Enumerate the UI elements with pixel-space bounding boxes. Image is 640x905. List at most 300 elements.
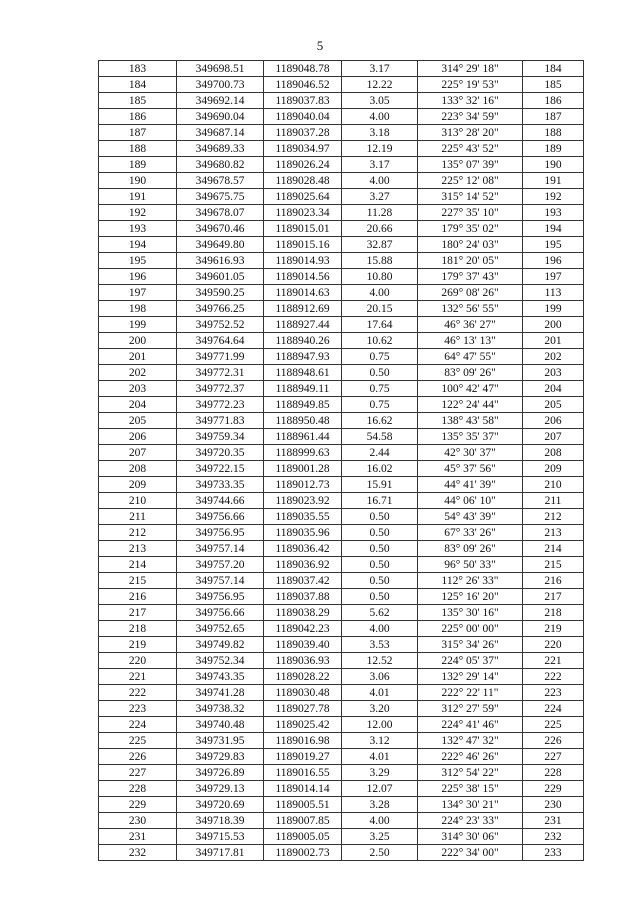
cell-distance: 15.91 bbox=[342, 477, 418, 493]
cell-point-number: 197 bbox=[99, 285, 177, 301]
cell-bearing: 45° 37' 56" bbox=[418, 461, 523, 477]
cell-bearing: 83° 09' 26" bbox=[418, 365, 523, 381]
cell-y-coordinate: 1189007.85 bbox=[264, 813, 342, 829]
table-row bbox=[99, 845, 584, 861]
cell-bearing: 100° 42' 47" bbox=[418, 381, 523, 397]
cell-bearing: 179° 35' 02" bbox=[418, 221, 523, 237]
cell-point-number: 208 bbox=[99, 461, 177, 477]
cell-bearing: 224° 05' 37" bbox=[418, 653, 523, 669]
cell-distance: 15.88 bbox=[342, 253, 418, 269]
coordinates-table bbox=[98, 60, 584, 861]
cell-distance: 0.75 bbox=[342, 397, 418, 413]
cell-distance: 3.28 bbox=[342, 797, 418, 813]
cell-distance: 4.01 bbox=[342, 749, 418, 765]
cell-bearing: 269° 08' 26" bbox=[418, 285, 523, 301]
cell-point-number: 188 bbox=[99, 141, 177, 157]
table-row bbox=[99, 381, 584, 397]
cell-y-coordinate: 1188950.48 bbox=[264, 413, 342, 429]
cell-next-point-number: 208 bbox=[523, 445, 584, 461]
cell-y-coordinate: 1189037.88 bbox=[264, 589, 342, 605]
table-row bbox=[99, 157, 584, 173]
cell-y-coordinate: 1189028.48 bbox=[264, 173, 342, 189]
cell-next-point-number: 204 bbox=[523, 381, 584, 397]
cell-distance: 4.00 bbox=[342, 109, 418, 125]
cell-x-coordinate: 349771.99 bbox=[177, 349, 264, 365]
table-row bbox=[99, 573, 584, 589]
cell-bearing: 181° 20' 05" bbox=[418, 253, 523, 269]
cell-y-coordinate: 1189016.98 bbox=[264, 733, 342, 749]
cell-next-point-number: 200 bbox=[523, 317, 584, 333]
cell-next-point-number: 192 bbox=[523, 189, 584, 205]
cell-x-coordinate: 349749.82 bbox=[177, 637, 264, 653]
cell-point-number: 232 bbox=[99, 845, 177, 861]
cell-next-point-number: 229 bbox=[523, 781, 584, 797]
cell-point-number: 202 bbox=[99, 365, 177, 381]
cell-x-coordinate: 349729.83 bbox=[177, 749, 264, 765]
cell-bearing: 314° 29' 18" bbox=[418, 61, 523, 77]
cell-distance: 17.64 bbox=[342, 317, 418, 333]
cell-distance: 12.07 bbox=[342, 781, 418, 797]
cell-next-point-number: 231 bbox=[523, 813, 584, 829]
cell-next-point-number: 216 bbox=[523, 573, 584, 589]
cell-bearing: 67° 33' 26" bbox=[418, 525, 523, 541]
cell-point-number: 218 bbox=[99, 621, 177, 637]
table-row bbox=[99, 269, 584, 285]
cell-point-number: 225 bbox=[99, 733, 177, 749]
cell-x-coordinate: 349741.28 bbox=[177, 685, 264, 701]
cell-y-coordinate: 1189012.73 bbox=[264, 477, 342, 493]
cell-x-coordinate: 349687.14 bbox=[177, 125, 264, 141]
cell-bearing: 222° 22' 11" bbox=[418, 685, 523, 701]
cell-next-point-number: 225 bbox=[523, 717, 584, 733]
cell-point-number: 210 bbox=[99, 493, 177, 509]
table-row bbox=[99, 349, 584, 365]
table-row bbox=[99, 525, 584, 541]
cell-x-coordinate: 349670.46 bbox=[177, 221, 264, 237]
cell-x-coordinate: 349752.52 bbox=[177, 317, 264, 333]
cell-bearing: 125° 16' 20" bbox=[418, 589, 523, 605]
cell-bearing: 225° 43' 52" bbox=[418, 141, 523, 157]
cell-point-number: 224 bbox=[99, 717, 177, 733]
cell-point-number: 194 bbox=[99, 237, 177, 253]
table-row bbox=[99, 141, 584, 157]
cell-y-coordinate: 1189023.92 bbox=[264, 493, 342, 509]
cell-y-coordinate: 1189015.16 bbox=[264, 237, 342, 253]
cell-distance: 2.50 bbox=[342, 845, 418, 861]
cell-distance: 10.80 bbox=[342, 269, 418, 285]
table-row bbox=[99, 365, 584, 381]
cell-distance: 0.50 bbox=[342, 589, 418, 605]
cell-next-point-number: 188 bbox=[523, 125, 584, 141]
cell-distance: 11.28 bbox=[342, 205, 418, 221]
cell-x-coordinate: 349698.51 bbox=[177, 61, 264, 77]
cell-distance: 0.50 bbox=[342, 525, 418, 541]
cell-next-point-number: 196 bbox=[523, 253, 584, 269]
cell-point-number: 221 bbox=[99, 669, 177, 685]
cell-bearing: 135° 30' 16" bbox=[418, 605, 523, 621]
cell-bearing: 44° 41' 39" bbox=[418, 477, 523, 493]
cell-x-coordinate: 349601.05 bbox=[177, 269, 264, 285]
cell-bearing: 225° 12' 08" bbox=[418, 173, 523, 189]
cell-next-point-number: 187 bbox=[523, 109, 584, 125]
cell-next-point-number: 184 bbox=[523, 61, 584, 77]
cell-distance: 3.17 bbox=[342, 61, 418, 77]
cell-x-coordinate: 349700.73 bbox=[177, 77, 264, 93]
cell-next-point-number: 195 bbox=[523, 237, 584, 253]
table-row bbox=[99, 173, 584, 189]
table-row bbox=[99, 685, 584, 701]
cell-next-point-number: 205 bbox=[523, 397, 584, 413]
cell-y-coordinate: 1189016.55 bbox=[264, 765, 342, 781]
cell-distance: 12.00 bbox=[342, 717, 418, 733]
cell-y-coordinate: 1189025.64 bbox=[264, 189, 342, 205]
cell-y-coordinate: 1189037.42 bbox=[264, 573, 342, 589]
table-row bbox=[99, 109, 584, 125]
cell-x-coordinate: 349616.93 bbox=[177, 253, 264, 269]
cell-x-coordinate: 349689.33 bbox=[177, 141, 264, 157]
cell-distance: 4.01 bbox=[342, 685, 418, 701]
cell-point-number: 190 bbox=[99, 173, 177, 189]
cell-x-coordinate: 349718.39 bbox=[177, 813, 264, 829]
cell-bearing: 312° 27' 59" bbox=[418, 701, 523, 717]
cell-y-coordinate: 1189035.55 bbox=[264, 509, 342, 525]
cell-bearing: 96° 50' 33" bbox=[418, 557, 523, 573]
cell-next-point-number: 193 bbox=[523, 205, 584, 221]
cell-x-coordinate: 349757.14 bbox=[177, 573, 264, 589]
cell-next-point-number: 220 bbox=[523, 637, 584, 653]
cell-bearing: 132° 56' 55" bbox=[418, 301, 523, 317]
cell-y-coordinate: 1189001.28 bbox=[264, 461, 342, 477]
cell-distance: 3.27 bbox=[342, 189, 418, 205]
table-row bbox=[99, 477, 584, 493]
table-row bbox=[99, 205, 584, 221]
cell-x-coordinate: 349690.04 bbox=[177, 109, 264, 125]
cell-distance: 0.50 bbox=[342, 557, 418, 573]
cell-next-point-number: 228 bbox=[523, 765, 584, 781]
cell-distance: 0.50 bbox=[342, 365, 418, 381]
cell-point-number: 230 bbox=[99, 813, 177, 829]
cell-distance: 4.00 bbox=[342, 285, 418, 301]
cell-bearing: 227° 35' 10" bbox=[418, 205, 523, 221]
cell-x-coordinate: 349733.35 bbox=[177, 477, 264, 493]
cell-x-coordinate: 349715.53 bbox=[177, 829, 264, 845]
cell-bearing: 222° 34' 00" bbox=[418, 845, 523, 861]
table-row bbox=[99, 413, 584, 429]
cell-y-coordinate: 1189042.23 bbox=[264, 621, 342, 637]
cell-distance: 3.06 bbox=[342, 669, 418, 685]
cell-point-number: 212 bbox=[99, 525, 177, 541]
cell-x-coordinate: 349726.89 bbox=[177, 765, 264, 781]
cell-next-point-number: 232 bbox=[523, 829, 584, 845]
cell-next-point-number: 224 bbox=[523, 701, 584, 717]
cell-bearing: 122° 24' 44" bbox=[418, 397, 523, 413]
cell-x-coordinate: 349756.95 bbox=[177, 589, 264, 605]
cell-next-point-number: 185 bbox=[523, 77, 584, 93]
cell-y-coordinate: 1189014.63 bbox=[264, 285, 342, 301]
cell-distance: 2.44 bbox=[342, 445, 418, 461]
cell-distance: 20.66 bbox=[342, 221, 418, 237]
cell-bearing: 132° 47' 32" bbox=[418, 733, 523, 749]
cell-point-number: 191 bbox=[99, 189, 177, 205]
cell-distance: 0.75 bbox=[342, 349, 418, 365]
cell-y-coordinate: 1189028.22 bbox=[264, 669, 342, 685]
cell-x-coordinate: 349771.83 bbox=[177, 413, 264, 429]
cell-next-point-number: 206 bbox=[523, 413, 584, 429]
cell-y-coordinate: 1188947.93 bbox=[264, 349, 342, 365]
cell-x-coordinate: 349740.48 bbox=[177, 717, 264, 733]
cell-y-coordinate: 1189025.42 bbox=[264, 717, 342, 733]
table-row bbox=[99, 813, 584, 829]
cell-point-number: 204 bbox=[99, 397, 177, 413]
cell-x-coordinate: 349744.66 bbox=[177, 493, 264, 509]
cell-next-point-number: 197 bbox=[523, 269, 584, 285]
cell-x-coordinate: 349766.25 bbox=[177, 301, 264, 317]
table-row bbox=[99, 285, 584, 301]
cell-y-coordinate: 1189040.04 bbox=[264, 109, 342, 125]
table-row bbox=[99, 717, 584, 733]
cell-x-coordinate: 349752.34 bbox=[177, 653, 264, 669]
cell-distance: 0.50 bbox=[342, 573, 418, 589]
cell-x-coordinate: 349678.57 bbox=[177, 173, 264, 189]
cell-x-coordinate: 349752.65 bbox=[177, 621, 264, 637]
cell-bearing: 83° 09' 26" bbox=[418, 541, 523, 557]
table-row bbox=[99, 93, 584, 109]
table-row bbox=[99, 461, 584, 477]
cell-bearing: 315° 34' 26" bbox=[418, 637, 523, 653]
cell-point-number: 209 bbox=[99, 477, 177, 493]
cell-point-number: 198 bbox=[99, 301, 177, 317]
cell-next-point-number: 207 bbox=[523, 429, 584, 445]
cell-bearing: 135° 07' 39" bbox=[418, 157, 523, 173]
cell-next-point-number: 191 bbox=[523, 173, 584, 189]
cell-x-coordinate: 349738.32 bbox=[177, 701, 264, 717]
cell-x-coordinate: 349680.82 bbox=[177, 157, 264, 173]
cell-distance: 3.29 bbox=[342, 765, 418, 781]
table-row bbox=[99, 653, 584, 669]
cell-y-coordinate: 1188961.44 bbox=[264, 429, 342, 445]
table-row bbox=[99, 333, 584, 349]
cell-distance: 3.18 bbox=[342, 125, 418, 141]
cell-next-point-number: 194 bbox=[523, 221, 584, 237]
cell-point-number: 222 bbox=[99, 685, 177, 701]
cell-distance: 3.25 bbox=[342, 829, 418, 845]
cell-next-point-number: 215 bbox=[523, 557, 584, 573]
cell-point-number: 206 bbox=[99, 429, 177, 445]
cell-y-coordinate: 1188927.44 bbox=[264, 317, 342, 333]
table-row bbox=[99, 397, 584, 413]
table-row bbox=[99, 669, 584, 685]
cell-distance: 3.17 bbox=[342, 157, 418, 173]
cell-point-number: 217 bbox=[99, 605, 177, 621]
cell-next-point-number: 186 bbox=[523, 93, 584, 109]
cell-point-number: 193 bbox=[99, 221, 177, 237]
cell-distance: 4.00 bbox=[342, 813, 418, 829]
cell-point-number: 192 bbox=[99, 205, 177, 221]
cell-bearing: 224° 41' 46" bbox=[418, 717, 523, 733]
cell-next-point-number: 189 bbox=[523, 141, 584, 157]
cell-next-point-number: 190 bbox=[523, 157, 584, 173]
cell-x-coordinate: 349717.81 bbox=[177, 845, 264, 861]
table-row bbox=[99, 637, 584, 653]
cell-bearing: 134° 30' 21" bbox=[418, 797, 523, 813]
cell-x-coordinate: 349764.64 bbox=[177, 333, 264, 349]
cell-bearing: 133° 32' 16" bbox=[418, 93, 523, 109]
cell-next-point-number: 211 bbox=[523, 493, 584, 509]
cell-bearing: 223° 34' 59" bbox=[418, 109, 523, 125]
cell-bearing: 54° 43' 39" bbox=[418, 509, 523, 525]
cell-next-point-number: 202 bbox=[523, 349, 584, 365]
table-row bbox=[99, 797, 584, 813]
cell-next-point-number: 217 bbox=[523, 589, 584, 605]
cell-point-number: 214 bbox=[99, 557, 177, 573]
cell-next-point-number: 113 bbox=[523, 285, 584, 301]
cell-next-point-number: 213 bbox=[523, 525, 584, 541]
table-row bbox=[99, 301, 584, 317]
cell-point-number: 195 bbox=[99, 253, 177, 269]
cell-x-coordinate: 349743.35 bbox=[177, 669, 264, 685]
cell-y-coordinate: 1188949.85 bbox=[264, 397, 342, 413]
cell-x-coordinate: 349729.13 bbox=[177, 781, 264, 797]
cell-y-coordinate: 1189038.29 bbox=[264, 605, 342, 621]
cell-distance: 12.52 bbox=[342, 653, 418, 669]
cell-y-coordinate: 1188940.26 bbox=[264, 333, 342, 349]
cell-y-coordinate: 1189005.51 bbox=[264, 797, 342, 813]
cell-distance: 3.05 bbox=[342, 93, 418, 109]
cell-next-point-number: 203 bbox=[523, 365, 584, 381]
cell-bearing: 313° 28' 20" bbox=[418, 125, 523, 141]
cell-y-coordinate: 1189014.56 bbox=[264, 269, 342, 285]
cell-next-point-number: 210 bbox=[523, 477, 584, 493]
table-row bbox=[99, 125, 584, 141]
table-row bbox=[99, 829, 584, 845]
table-row bbox=[99, 621, 584, 637]
cell-distance: 16.71 bbox=[342, 493, 418, 509]
cell-x-coordinate: 349756.95 bbox=[177, 525, 264, 541]
cell-bearing: 222° 46' 26" bbox=[418, 749, 523, 765]
cell-y-coordinate: 1189036.42 bbox=[264, 541, 342, 557]
cell-distance: 12.19 bbox=[342, 141, 418, 157]
cell-next-point-number: 233 bbox=[523, 845, 584, 861]
cell-point-number: 229 bbox=[99, 797, 177, 813]
cell-distance: 16.02 bbox=[342, 461, 418, 477]
cell-bearing: 179° 37' 43" bbox=[418, 269, 523, 285]
cell-x-coordinate: 349772.31 bbox=[177, 365, 264, 381]
cell-x-coordinate: 349675.75 bbox=[177, 189, 264, 205]
table-row bbox=[99, 781, 584, 797]
table-row bbox=[99, 221, 584, 237]
cell-distance: 20.15 bbox=[342, 301, 418, 317]
cell-bearing: 312° 54' 22" bbox=[418, 765, 523, 781]
cell-y-coordinate: 1189019.27 bbox=[264, 749, 342, 765]
cell-x-coordinate: 349756.66 bbox=[177, 605, 264, 621]
coordinates-table-body bbox=[99, 61, 584, 861]
table-row bbox=[99, 77, 584, 93]
cell-point-number: 185 bbox=[99, 93, 177, 109]
cell-bearing: 42° 30' 37" bbox=[418, 445, 523, 461]
cell-distance: 16.62 bbox=[342, 413, 418, 429]
cell-bearing: 112° 26' 33" bbox=[418, 573, 523, 589]
cell-next-point-number: 214 bbox=[523, 541, 584, 557]
cell-point-number: 186 bbox=[99, 109, 177, 125]
table-row bbox=[99, 237, 584, 253]
cell-y-coordinate: 1188948.61 bbox=[264, 365, 342, 381]
table-row bbox=[99, 317, 584, 333]
cell-point-number: 223 bbox=[99, 701, 177, 717]
cell-y-coordinate: 1189015.01 bbox=[264, 221, 342, 237]
cell-next-point-number: 227 bbox=[523, 749, 584, 765]
cell-distance: 10.62 bbox=[342, 333, 418, 349]
cell-bearing: 225° 00' 00" bbox=[418, 621, 523, 637]
cell-bearing: 46° 36' 27" bbox=[418, 317, 523, 333]
cell-next-point-number: 212 bbox=[523, 509, 584, 525]
cell-point-number: 187 bbox=[99, 125, 177, 141]
cell-point-number: 183 bbox=[99, 61, 177, 77]
cell-bearing: 64° 47' 55" bbox=[418, 349, 523, 365]
cell-x-coordinate: 349757.20 bbox=[177, 557, 264, 573]
cell-point-number: 219 bbox=[99, 637, 177, 653]
cell-x-coordinate: 349692.14 bbox=[177, 93, 264, 109]
table-row bbox=[99, 445, 584, 461]
cell-y-coordinate: 1189023.34 bbox=[264, 205, 342, 221]
cell-x-coordinate: 349757.14 bbox=[177, 541, 264, 557]
cell-x-coordinate: 349772.23 bbox=[177, 397, 264, 413]
cell-x-coordinate: 349649.80 bbox=[177, 237, 264, 253]
cell-distance: 12.22 bbox=[342, 77, 418, 93]
cell-y-coordinate: 1189014.14 bbox=[264, 781, 342, 797]
cell-bearing: 225° 19' 53" bbox=[418, 77, 523, 93]
cell-bearing: 314° 30' 06" bbox=[418, 829, 523, 845]
table-row bbox=[99, 605, 584, 621]
table-row bbox=[99, 429, 584, 445]
cell-x-coordinate: 349720.69 bbox=[177, 797, 264, 813]
cell-y-coordinate: 1189037.28 bbox=[264, 125, 342, 141]
cell-next-point-number: 222 bbox=[523, 669, 584, 685]
cell-y-coordinate: 1189027.78 bbox=[264, 701, 342, 717]
cell-next-point-number: 218 bbox=[523, 605, 584, 621]
table-row bbox=[99, 253, 584, 269]
cell-bearing: 225° 38' 15" bbox=[418, 781, 523, 797]
cell-x-coordinate: 349590.25 bbox=[177, 285, 264, 301]
cell-distance: 3.53 bbox=[342, 637, 418, 653]
cell-bearing: 315° 14' 52" bbox=[418, 189, 523, 205]
cell-point-number: 196 bbox=[99, 269, 177, 285]
cell-x-coordinate: 349722.15 bbox=[177, 461, 264, 477]
cell-next-point-number: 199 bbox=[523, 301, 584, 317]
table-row bbox=[99, 765, 584, 781]
cell-x-coordinate: 349759.34 bbox=[177, 429, 264, 445]
table-row bbox=[99, 509, 584, 525]
cell-y-coordinate: 1189034.97 bbox=[264, 141, 342, 157]
table-row bbox=[99, 61, 584, 77]
cell-point-number: 184 bbox=[99, 77, 177, 93]
cell-distance: 3.12 bbox=[342, 733, 418, 749]
table-row bbox=[99, 589, 584, 605]
cell-y-coordinate: 1189036.92 bbox=[264, 557, 342, 573]
cell-bearing: 224° 23' 33" bbox=[418, 813, 523, 829]
cell-next-point-number: 226 bbox=[523, 733, 584, 749]
cell-bearing: 46° 13' 13" bbox=[418, 333, 523, 349]
cell-point-number: 205 bbox=[99, 413, 177, 429]
cell-y-coordinate: 1189036.93 bbox=[264, 653, 342, 669]
cell-distance: 0.50 bbox=[342, 509, 418, 525]
cell-point-number: 203 bbox=[99, 381, 177, 397]
cell-y-coordinate: 1189026.24 bbox=[264, 157, 342, 173]
cell-point-number: 226 bbox=[99, 749, 177, 765]
cell-distance: 0.50 bbox=[342, 541, 418, 557]
table-row bbox=[99, 493, 584, 509]
cell-distance: 4.00 bbox=[342, 173, 418, 189]
cell-point-number: 189 bbox=[99, 157, 177, 173]
